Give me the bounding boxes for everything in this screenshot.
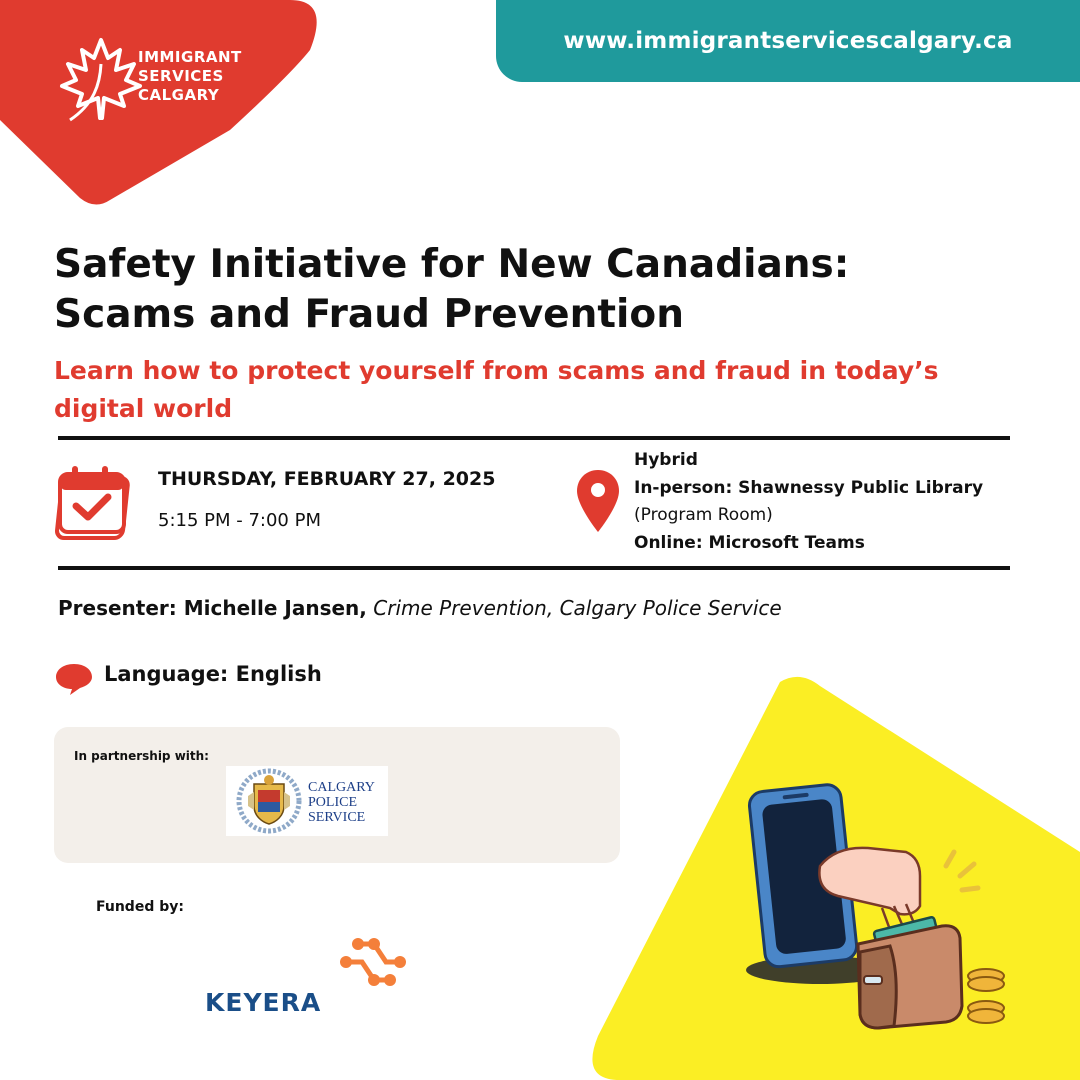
- police-wordmark-line: CALGARY: [308, 780, 375, 795]
- partnership-box: [54, 727, 620, 863]
- police-wordmark: [308, 780, 375, 825]
- website-url[interactable]: www.immigrantservicescalgary.ca: [563, 28, 1013, 54]
- partnership-label: In partnership with:: [74, 749, 209, 763]
- red-logo-shape: [0, 0, 340, 210]
- event-location: [634, 447, 983, 557]
- maple-leaf-icon: [56, 34, 146, 124]
- funded-by-label: Funded by:: [96, 899, 184, 915]
- event-subtitle: Learn how to protect yourself from scams and fraud in today’s digital world: [54, 356, 939, 423]
- event-title: [54, 240, 1034, 340]
- event-title-line: Safety Initiative for New Canadians:: [54, 242, 850, 287]
- event-time: 5:15 PM - 7:00 PM: [158, 510, 321, 531]
- police-wordmark-line: POLICE: [308, 795, 357, 810]
- event-title-line: Scams and Fraud Prevention: [54, 292, 684, 337]
- speech-bubble-icon: [54, 662, 94, 696]
- keyera-logo[interactable]: KEYERA: [205, 988, 322, 1017]
- police-crest-icon: [234, 766, 304, 836]
- brand-name-line: CALGARY: [138, 86, 220, 104]
- brand-name-line: IMMIGRANT: [138, 48, 242, 66]
- brand-logo[interactable]: [0, 0, 340, 210]
- event-date: THURSDAY, FEBRUARY 27, 2025: [158, 468, 496, 490]
- in-person-venue: In-person: Shawnessy Public Library: [634, 477, 984, 498]
- brand-name: [138, 48, 242, 105]
- presenter-line: [58, 596, 782, 620]
- divider-top: [58, 436, 1010, 440]
- police-wordmark-line: SERVICE: [308, 810, 366, 825]
- phone-wallet-illustration: [590, 676, 1080, 1080]
- presenter-role: Crime Prevention, Calgary Police Service: [373, 596, 782, 620]
- online-platform: Online: Microsoft Teams: [634, 532, 865, 553]
- presenter-name: Presenter: Michelle Jansen,: [58, 596, 367, 620]
- language-info: Language: English: [104, 662, 322, 686]
- event-format: Hybrid: [634, 450, 698, 470]
- keyera-dots-icon: [338, 936, 410, 988]
- divider-bottom: [58, 566, 1010, 570]
- website-banner[interactable]: [496, 0, 1080, 82]
- calendar-check-icon: [54, 464, 136, 542]
- location-pin-icon: [575, 468, 621, 534]
- venue-room: (Program Room): [634, 505, 773, 525]
- brand-name-line: SERVICES: [138, 67, 224, 85]
- calgary-police-logo[interactable]: [226, 766, 388, 836]
